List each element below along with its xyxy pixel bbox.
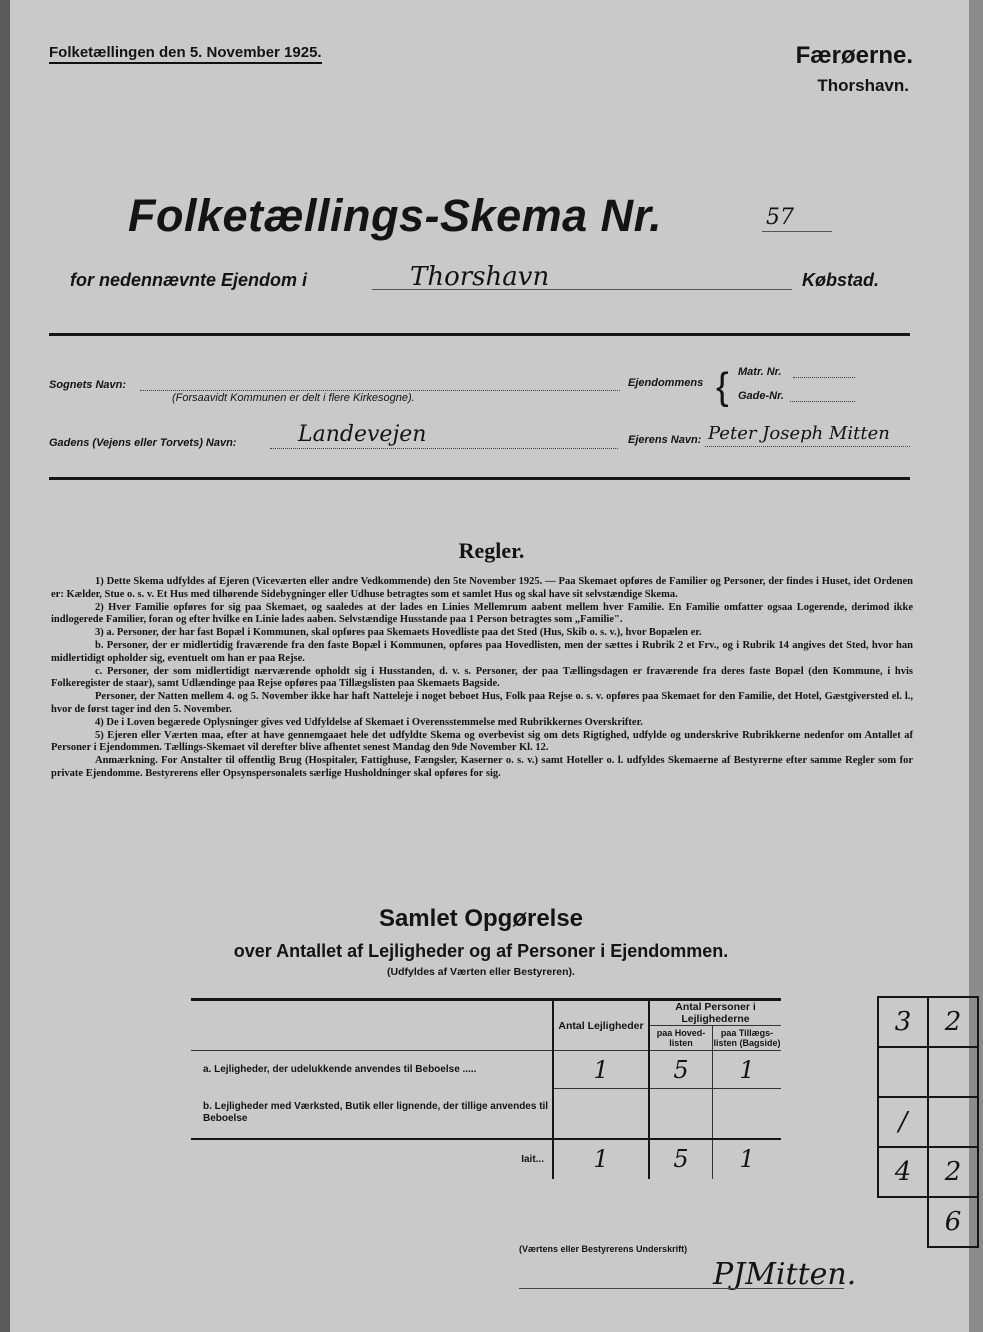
rule-paragraph: c. Personer, der som midlertidigt nærværende opholdt sig i Husstanden, d. v. s. Personer, der paa Tællingsdagen er fraværende fra deres faste Bopæl (den Kommune, i hvis Folkeregister de staar), samt Udlændinge paa Rejse opføres paa Tillægslisten paa Skemaets Bagside. [51, 665, 913, 690]
ejendommens-label: Ejendommens [628, 377, 704, 389]
census-date-header: Folketællingen den 5. November 1925. [49, 44, 322, 64]
tally-cell [928, 1047, 978, 1097]
region-header: Færøerne. [795, 42, 913, 69]
summary-note: (Udfyldes af Værten eller Bestyreren). [387, 966, 575, 978]
side-tally-grid [877, 996, 979, 1248]
tally-cell: 4 [878, 1147, 928, 1197]
row-a-hoved: 5 [649, 1051, 713, 1089]
tally-cell: 2 [928, 997, 978, 1047]
signature-handwritten: PJMitten. [713, 1257, 857, 1292]
brace: { [716, 366, 729, 408]
row-b-antal [553, 1089, 649, 1139]
sogn-note: (Forsaavidt Kommunen er delt i flere Kirkesogne). [172, 392, 415, 404]
row-b-tillaeg [713, 1089, 782, 1139]
tally-cell: 3 [878, 997, 928, 1047]
summary-table [191, 998, 781, 1179]
gade-line [270, 448, 618, 449]
row-b-hoved [649, 1089, 713, 1139]
tally-cell [928, 1097, 978, 1147]
rule-paragraph: 1) Dette Skema udfyldes af Ejeren (Viceværten eller andre Vedkommende) den 5te November 1925. — Paa Skemaet opføres de Familier og Personer, der findes i Huset, idet Ordenen er: Kælder, Stue o. s. v. Et Hus med tilhørende Sidebygninger eller Udhuse betragtes som et samlet Hus og skal have sit selvstændige Skema. [51, 576, 913, 600]
rule-paragraph: b. Personer, der er midlertidig fraværende fra den faste Bopæl i Kommunen, opføres paa Hovedlisten, men der sættes i Rubrik 2 et Frv., og i Rubrik 14 angives det Sted, hvor han midlertidigt opholder sig, eventuelt om han er paa Rejse. [51, 639, 913, 664]
rule-paragraph: 3) a. Personer, der har fast Bopæl i Kommunen, skal opføres paa Skemaets Hovedliste paa det Sted (Hus, Skib o. s. v.), hvor Bopælen er. [95, 627, 702, 639]
rule-paragraph: Anmærkning. For Anstalter til offentlig Brug (Hospitaler, Fattighuse, Fængsler, Kaserner o. s. v.) samt Hoteller o. l. udfyldes Skemaerne af Bestyrerne efter samme Regler som for private Ejendomme. Bestyrerens eller Opsynspersonalets særlige Husholdninger skal opføres for sig. [51, 755, 913, 779]
tally-cell: 2 [928, 1147, 978, 1197]
total-tillaeg: 1 [739, 1145, 755, 1173]
summary-subtitle: over Antallet af Lejligheder og af Personer i Ejendommen. [233, 941, 729, 961]
form-number-line [762, 231, 832, 232]
table-row [191, 1089, 781, 1139]
col-personer-header: Antal Personer i Lejlighederne [649, 1000, 781, 1026]
place-handwritten: Thorshavn [410, 262, 550, 292]
total-antal: 1 [553, 1139, 649, 1179]
rule-paragraph: 5) Ejeren eller Værten maa, efter at have gennemgaaet hele det udfyldte Skema og overbevist sig om dets Rigtighed, udfylde og underskrive Rubrikkerne nedenfor om Antallet af Personer i Ejendommen. Tællings-Skemaet vil derefter blive afhentet senest Mandag den 9de November Kl. 12. [51, 729, 913, 754]
matr-label: Matr. Nr. [738, 366, 782, 378]
table-row [191, 1051, 781, 1089]
signature-label: (Værtens eller Bestyrerens Underskrift) [519, 1244, 688, 1254]
table-header-blank [191, 1000, 553, 1051]
col-tillaeg-header: paa Tillægs-listen (Bagside) [713, 1028, 781, 1048]
rules-heading: Regler. [458, 538, 525, 563]
sogn-line [140, 390, 620, 391]
col-antal-header: Antal Lejligheder [553, 1000, 649, 1051]
town-header: Thorshavn. [817, 76, 909, 95]
summary-title: Samlet Opgørelse [378, 905, 584, 932]
rule-paragraph: Personer, der Natten mellem 4. og 5. November ikke har haft Natteleje i noget beboet Hus, Folk paa Rejse o. s. v. opføres paa Skemaet for den Familie, det Hotel, Gæstgiversted el. l., hvor de først tager ind den 5. November. [51, 691, 913, 715]
scan-edge-left [0, 0, 10, 1332]
place-line [372, 289, 792, 290]
matr-line [793, 377, 855, 378]
sogn-label: Sognets Navn: [49, 379, 127, 391]
property-subtitle: for nedennævnte Ejendom i [70, 270, 308, 290]
col-hoved-header: paa Hoved-listen [649, 1026, 713, 1051]
gade-nr-label: Gade-Nr. [738, 390, 784, 402]
ejer-handwritten: Peter Joseph Mitten [708, 423, 890, 444]
divider-top [49, 333, 910, 336]
signature-line [519, 1288, 844, 1289]
tally-cell: 6 [928, 1197, 978, 1247]
tally-cell: / [878, 1097, 928, 1147]
row-a-tillaeg: 1 [713, 1051, 782, 1089]
gade-nr-line [790, 401, 855, 402]
rule-paragraph: 2) Hver Familie opføres for sig paa Skemaet, og saaledes at der lades en Linies Mellemrum aabent mellem hver Familie. En Familie omfatter ogsaa Logerende, derimod ikke indlogerede Familier, foran og efter hvilke en Linie lades aaben. Selvstændige Husstande paa 1 Person betragtes som „Familie". [51, 601, 913, 626]
ejer-label: Ejerens Navn: [628, 434, 702, 446]
table-row-total [191, 1139, 781, 1179]
row-a-antal: 1 [553, 1051, 649, 1089]
rules-body [51, 576, 913, 781]
tally-empty [878, 1197, 928, 1247]
row-a-label: a. Lejligheder, der udelukkende anvendes til Beboelse ..... [191, 1051, 553, 1089]
ejer-line [705, 446, 910, 447]
form-number-handwritten: 57 [766, 205, 794, 230]
kobstad-label: Købstad. [802, 270, 880, 290]
divider-bottom [49, 477, 910, 480]
gade-label: Gadens (Vejens eller Torvets) Navn: [49, 437, 237, 449]
row-total-label: Iait... [521, 1153, 544, 1165]
rule-paragraph: 4) De i Loven begærede Oplysninger gives ved Udfyldelse af Skemaet i Overensstemmelse med Rubrikkernes Overskrifter. [95, 716, 643, 728]
form-title: Folketællings-Skema Nr. [128, 190, 663, 241]
gade-handwritten: Landevejen [298, 422, 427, 447]
row-b-label: b. Lejligheder med Værksted, Butik eller lignende, der tillige anvendes til Beboelse [191, 1089, 553, 1139]
tally-cell [878, 1047, 928, 1097]
total-hoved: 5 [649, 1139, 713, 1179]
